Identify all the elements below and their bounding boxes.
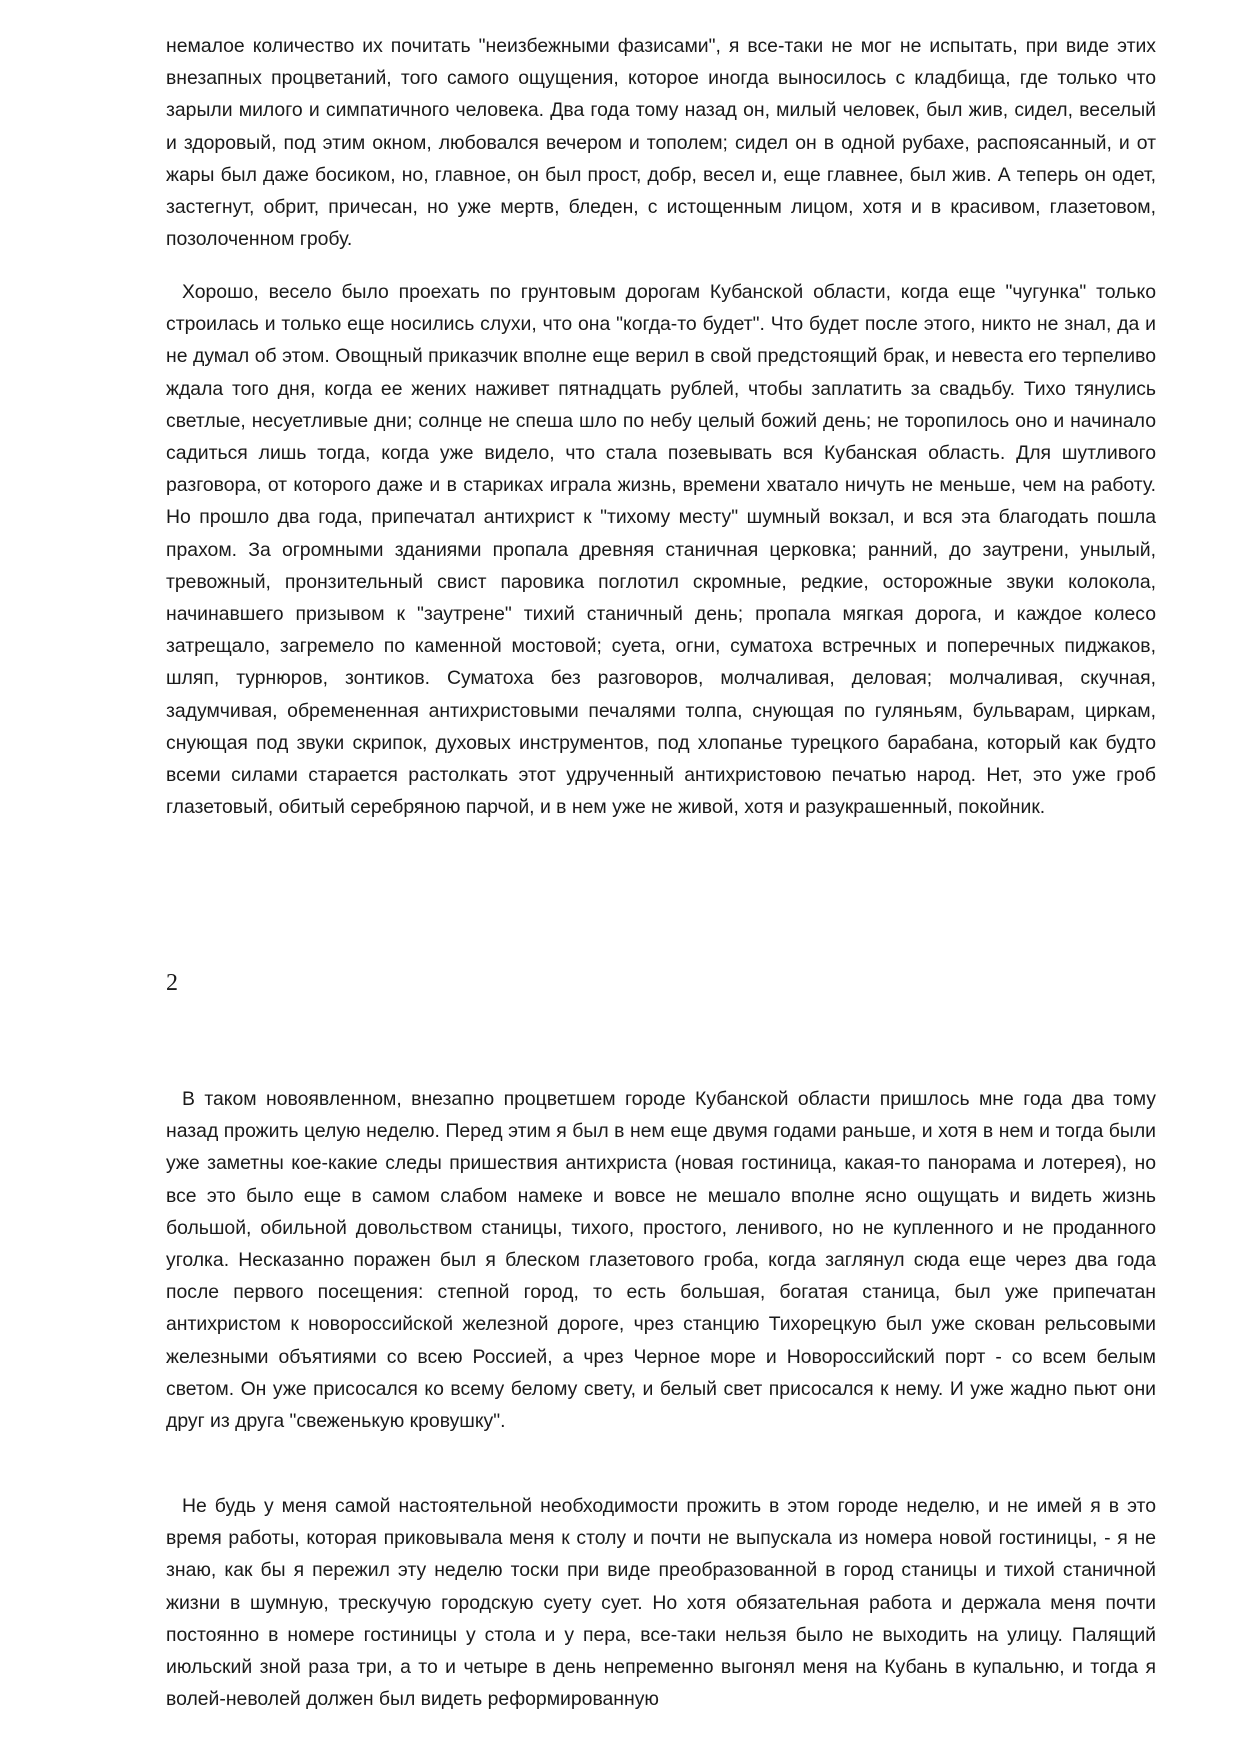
paragraph: В таком новоявленном, внезапно процветшем городе Кубанской области пришлось мне года два тому назад прожить целую неделю. Перед этим я был в нем еще двумя годами раньше, и хотя в нем и тогда были уже заметны кое-какие следы пришествия антихриста (новая гостиница, какая-то панорама и лотерея), но все это было еще в самом слабом намеке и вовсе не мешало вполне ясно ощущать и видеть жизнь большой, обильной довольством станицы, тихого, простого, ленивого, но не купленного и не проданного уголка. Несказанно поражен был я блеском глазетового гроба, когда заглянул сюда еще через два года после первого посещения: степной город, то есть большая, богатая станица, был уже припечатан антихристом к новороссийской железной дороге, чрез станцию Тихорецкую был уже скован рельсовыми железными объятиями со всею Россией, а чрез Черное море и Новороссийский порт - со всем белым светом. Он уже присосался ко всему белому свету, и белый свет присосался к нему. И уже жадно пьют они друг из друга "свеженькую кровушку". bbox=[166, 1088, 1156, 1433]
paragraph: Не будь у меня самой настоятельной необходимости прожить в этом городе неделю, и не имей я в это время работы, которая приковывала меня к столу и почти не выпускала из номера новой гостиницы, - я не знаю, как бы я пережил эту неделю тоски при виде преобразованной в город станицы и тихой станичной жизни в шумную, трескучую городскую суету сует. Но хотя обязательная работа и держала меня почти постоянно в номере гостиницы у стола и у пера, все-таки нельзя было не выходить на улицу. Палящий июльский зной раза три, а то и четыре в день непременно выгонял меня на Кубань в купальню, и тогда я волей-неволей должен был видеть реформированную bbox=[166, 1495, 1156, 1711]
paragraph: Хорошо, весело было проехать по грунтовым дорогам Кубанской области, когда еще "чугунка" только строилась и только еще носились слухи, что она "когда-то будет". Что будет после этого, никто не знал, да и не думал об этом. Овощный приказчик вполне еще верил в свой предстоящий брак, и невеста его терпеливо ждала того дня, когда ее жених наживет пятнадцать рублей, чтобы заплатить за свадьбу. Тихо тянулись светлые, несуетливые дни; солнце не спеша шло по небу целый божий день; не торопилось оно и начинало садиться лишь тогда, когда уже видело, что стала позевывать вся Кубанская область. Для шутливого разговора, от которого даже и в стариках играла жизнь, времени хватало ничуть не меньше, чем на работу. Но прошло два года, припечатал антихрист к "тихому месту" шумный вокзал, и вся эта благодать пошла прахом. За огромными зданиями пропала древняя станичная церковка; ранний, до заутрени, унылый, тревожный, пронзительный свист паровика поглотил скромные, редкие, осторожные звуки колокола, начинавшего призывом к "заутрене" тихий станичный день; пропала мягкая дорога, и каждое колесо затрещало, загремело по каменной мостовой; суета, огни, суматоха встречных и поперечных пиджаков, шляп, турнюров, зонтиков. Суматоха без разговоров, молчаливая, деловая; молчаливая, скучная, задумчивая, обремененная антихристовыми печалями толпа, снующая по гуляньям, бульварам, циркам, снующая под звуки скрипок, духовых инструментов, под хлопанье турецкого барабана, который как будто всеми силами старается растолкать этот удрученный антихристовою печатью народ. Нет, это уже гроб глазетовый, обитый серебряною парчой, и в нем уже не живой, хотя и разукрашенный, покойник. bbox=[166, 281, 1156, 819]
chapter-number: 2 bbox=[166, 970, 178, 996]
paragraph-continuation: немалое количество их почитать "неизбежными фазисами", я все-таки не мог не испытать, при виде этих внезапных процветаний, того самого ощущения, которое иногда выносилось с кладбища, где только что зарыли милого и симпатичного человека. Два года тому назад он, милый человек, был жив, сидел, веселый и здоровый, под этим окном, любовался вечером и тополем; сидел он в одной рубахе, распоясанный, и от жары был даже босиком, но, главное, он был прост, добр, весел и, еще главнее, был жив. А теперь он одет, застегнут, обрит, причесан, но уже мертв, бледен, с истощенным лицом, хотя и в красивом, глазетовом, позолоченном гробу. bbox=[166, 35, 1156, 251]
